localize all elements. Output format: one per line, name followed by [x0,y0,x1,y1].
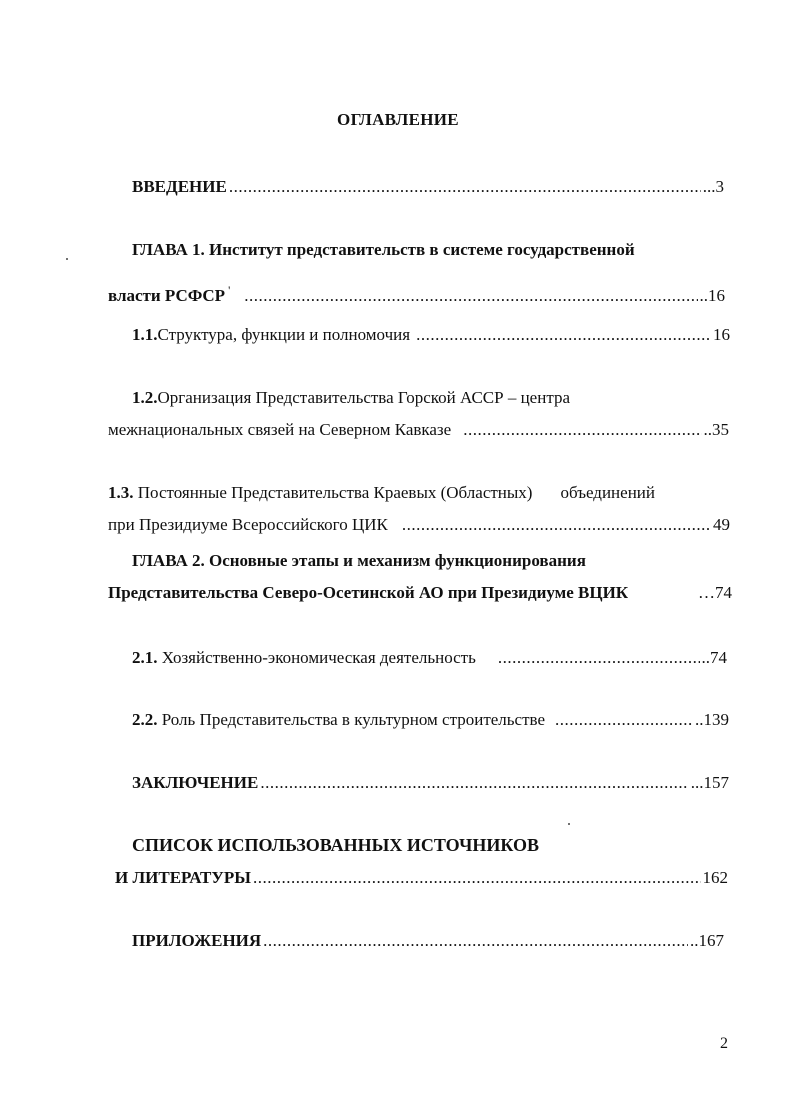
toc-entry-intro-label: ВВЕДЕНИЕ [132,177,227,196]
leader-dots [498,646,700,670]
toc-section-1-3-page: 49 [713,515,730,534]
toc-section-1-2-line2 [108,418,729,442]
page-number: 2 [720,1035,728,1052]
toc-section-1-2-line2: межнациональных связей на Северном Кавказе [108,420,452,439]
toc-sources-line2: И ЛИТЕРАТУРЫ [115,868,251,887]
toc-chapter1-line1 [132,238,635,262]
toc-section-2-1-number: 2.1. [132,648,158,667]
scan-speck [568,823,570,825]
toc-entry-appendix-label: ПРИЛОЖЕНИЯ [132,931,262,950]
leader-dots [244,284,697,308]
toc-heading: ОГЛАВЛЕНИЕ [337,110,459,129]
toc-section-1-3-line1: Постоянные Представительства Краевых (Областных) [137,483,533,502]
toc-entry-conclusion-label: ЗАКЛЮЧЕНИЕ [132,773,259,792]
toc-section-2-1 [132,646,727,670]
toc-section-2-2-text: Роль Представительства в культурном строительстве [161,710,545,729]
toc-entry-intro [132,175,724,199]
leader-dots [416,323,711,347]
toc-chapter2-page: …74 [698,583,732,602]
toc-sources-line1: СПИСОК ИСПОЛЬЗОВАННЫХ ИСТОЧНИКОВ [132,835,539,855]
toc-section-1-2-line1 [132,386,570,410]
leader-dots [229,175,701,199]
toc-section-1-2-line1: Организация Представительства Горской АССР – центра [157,388,571,407]
toc-entry-conclusion-page: ...157 [690,773,729,792]
toc-sources-line1 [132,833,539,857]
scan-speck [66,258,68,260]
toc-entry-appendix [132,929,724,953]
toc-section-1-1-page: 16 [713,325,730,344]
toc-section-2-2-page: ..139 [695,710,729,729]
toc-section-2-2 [132,708,729,732]
toc-section-1-3-number: 1.3. [108,483,134,502]
toc-chapter1-prefix: ГЛАВА 1. [132,240,205,259]
toc-chapter2-line2: Представительства Северо-Осетинской АО при Президиуме ВЦИК [108,583,629,602]
toc-entry-conclusion [132,771,729,795]
toc-chapter2-line2 [108,581,732,605]
toc-section-2-1-page: ..74 [701,648,727,667]
toc-section-1-3-line1-tail: объединений [560,483,655,502]
leader-dots [555,708,693,732]
toc-sources-page: 162 [702,868,728,887]
leader-dots [463,418,701,442]
toc-section-1-3-line2 [108,513,730,537]
toc-section-2-2-number: 2.2. [132,710,158,729]
toc-sources-line2 [115,866,728,890]
leader-dots [402,513,711,537]
leader-dots [253,866,701,890]
leader-dots [260,771,688,795]
toc-entry-appendix-page: ..167 [690,931,724,950]
toc-section-1-2-page: ..35 [703,420,729,439]
toc-chapter1-line2 [108,284,725,309]
toc-chapter2-line1 [132,549,586,573]
toc-section-1-3-line1 [108,481,655,505]
toc-section-1-1-number: 1.1. [132,325,158,344]
leader-dots [263,929,688,953]
toc-section-1-1 [132,323,730,347]
toc-chapter1-title-line1: Институт представительств в системе государственной [209,240,635,259]
toc-section-2-1-text: Хозяйственно-экономическая деятельность [161,648,476,667]
toc-section-1-2-number: 1.2. [132,388,158,407]
toc-chapter2-line1: ГЛАВА 2. Основные этапы и механизм функционирования [132,551,586,570]
toc-section-1-1-text: Структура, функции и полномочия [157,325,411,344]
toc-entry-intro-page: ...3 [702,177,724,196]
toc-section-1-3-line2: при Президиуме Всероссийского ЦИК [108,515,388,534]
toc-chapter1-mark: ' [228,283,231,297]
toc-chapter1-title-line2: власти РСФСР [108,286,226,305]
toc-chapter1-page: ..16 [699,286,725,305]
